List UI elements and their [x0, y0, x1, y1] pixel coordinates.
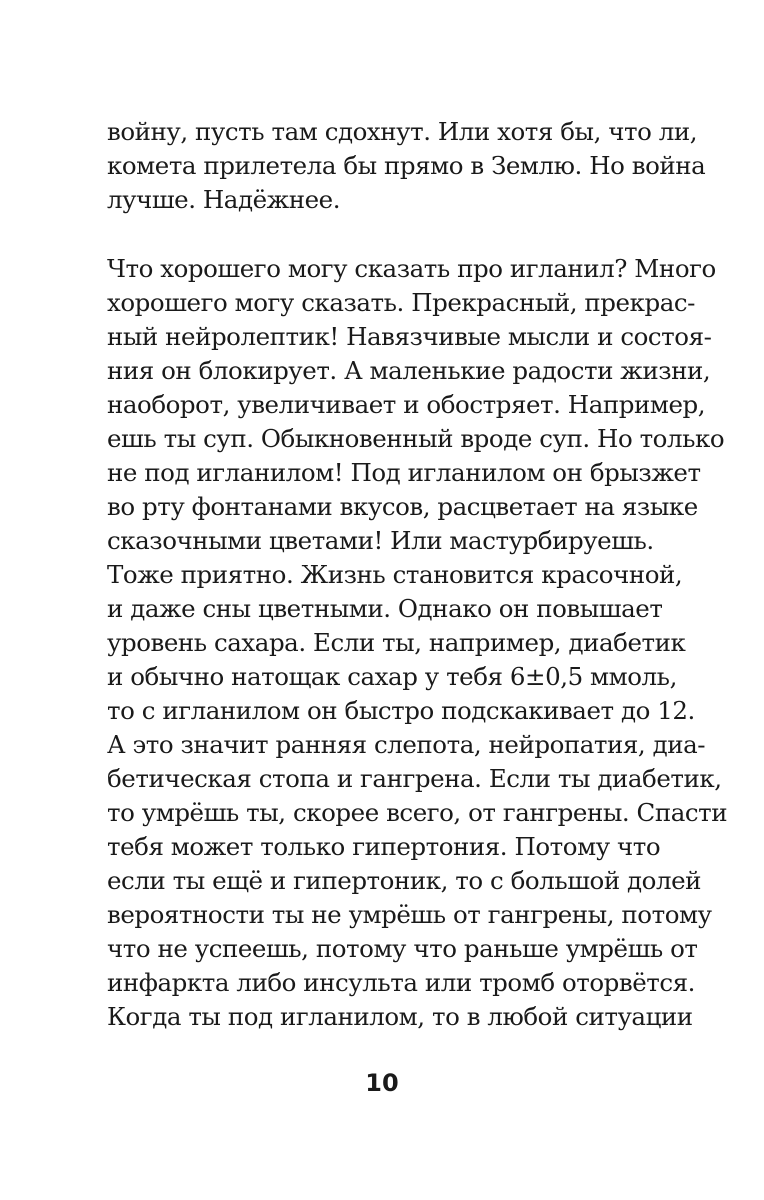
text-line: комета прилетела бы прямо в Землю. Но война — [107, 151, 706, 180]
text-line: ешь ты суп. Обыкновенный вроде суп. Но только — [107, 424, 725, 453]
paragraph — [107, 252, 728, 1034]
text-line: и обычно натощак сахар у тебя 6±0,5 ммоль, — [107, 662, 677, 691]
text-line: сказочными цветами! Или мастурбируешь. — [107, 526, 654, 555]
text-line: если ты ещё и гипертоник, то с большой долей — [107, 866, 702, 895]
paragraph — [107, 115, 706, 217]
text-line: лучше. Надёжнее. — [107, 185, 341, 214]
text-line: бетическая стопа и гангрена. Если ты диабетик, — [107, 764, 722, 793]
text-line: то с игланилом он быстро подскакивает до 12. — [107, 696, 695, 725]
page-number: 10 — [365, 1069, 399, 1097]
text-line: Что хорошего могу сказать про игланил? Много — [107, 254, 716, 283]
text-line: уровень сахара. Если ты, например, диабетик — [107, 628, 686, 657]
text-line: во рту фонтанами вкусов, расцветает на языке — [107, 492, 698, 521]
text-line: хорошего могу сказать. Прекрасный, прекрас- — [107, 288, 695, 317]
text-line: Тоже приятно. Жизнь становится красочной, — [107, 560, 683, 589]
text-line: тебя может только гипертония. Потому что — [107, 832, 661, 861]
text-line: то умрёшь ты, скорее всего, от гангрены. Спасти — [107, 798, 728, 827]
text-line: не под игланилом! Под игланилом он брызжет — [107, 458, 701, 487]
text-line: ный нейролептик! Навязчивые мысли и состоя- — [107, 322, 712, 351]
text-line: А это значит ранняя слепота, нейропатия, диа- — [107, 730, 706, 759]
text-line: и даже сны цветными. Однако он повышает — [107, 594, 663, 623]
text-line: инфаркта либо инсульта или тромб оторвётся. — [107, 968, 696, 997]
text-line: ния он блокирует. А маленькие радости жизни, — [107, 356, 711, 385]
text-line: что не успеешь, потому что раньше умрёшь от — [107, 934, 698, 963]
text-line: Когда ты под игланилом, то в любой ситуации — [107, 1002, 693, 1031]
text-line: войну, пусть там сдохнут. Или хотя бы, что ли, — [107, 117, 698, 146]
text-line: наоборот, увеличивает и обостряет. Например, — [107, 390, 706, 419]
text-line: вероятности ты не умрёшь от гангрены, потому — [107, 900, 712, 929]
